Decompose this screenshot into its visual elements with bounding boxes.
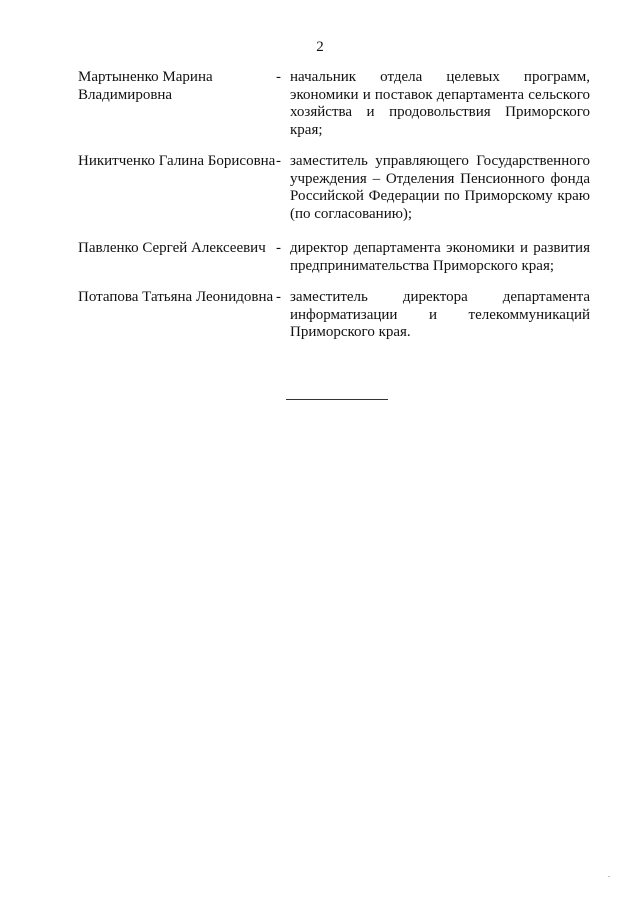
member-role: заместитель директора департамента информатизации и телекоммуникаций Приморского края. <box>290 289 590 341</box>
member-dash: - <box>276 289 281 305</box>
member-dash: - <box>276 153 281 169</box>
member-name: Потапова Татьяна Леонидовна <box>78 289 274 305</box>
member-name: Мартыненко Марина Владимировна <box>78 69 213 103</box>
member-dash: - <box>276 69 281 85</box>
member-name: Никитченко Галина Борисовна <box>78 153 276 169</box>
member-name: Павленко Сергей Алексеевич <box>78 240 266 256</box>
member-dash: - <box>276 240 281 256</box>
member-role: заместитель управляющего Государственного учреждения – Отделения Пенсионного фонда Российской Федерации по Приморскому краю (по согласованию); <box>290 153 590 222</box>
member-role: начальник отдела целевых программ, экономики и поставок департамента сельского хозяйства и продовольствия Приморского края; <box>290 69 590 138</box>
member-role: директор департамента экономики и развития предпринимательства Приморского края; <box>290 240 590 274</box>
end-separator-line <box>286 399 388 400</box>
corner-mark: . <box>608 870 610 879</box>
page-number: 2 <box>316 39 324 55</box>
